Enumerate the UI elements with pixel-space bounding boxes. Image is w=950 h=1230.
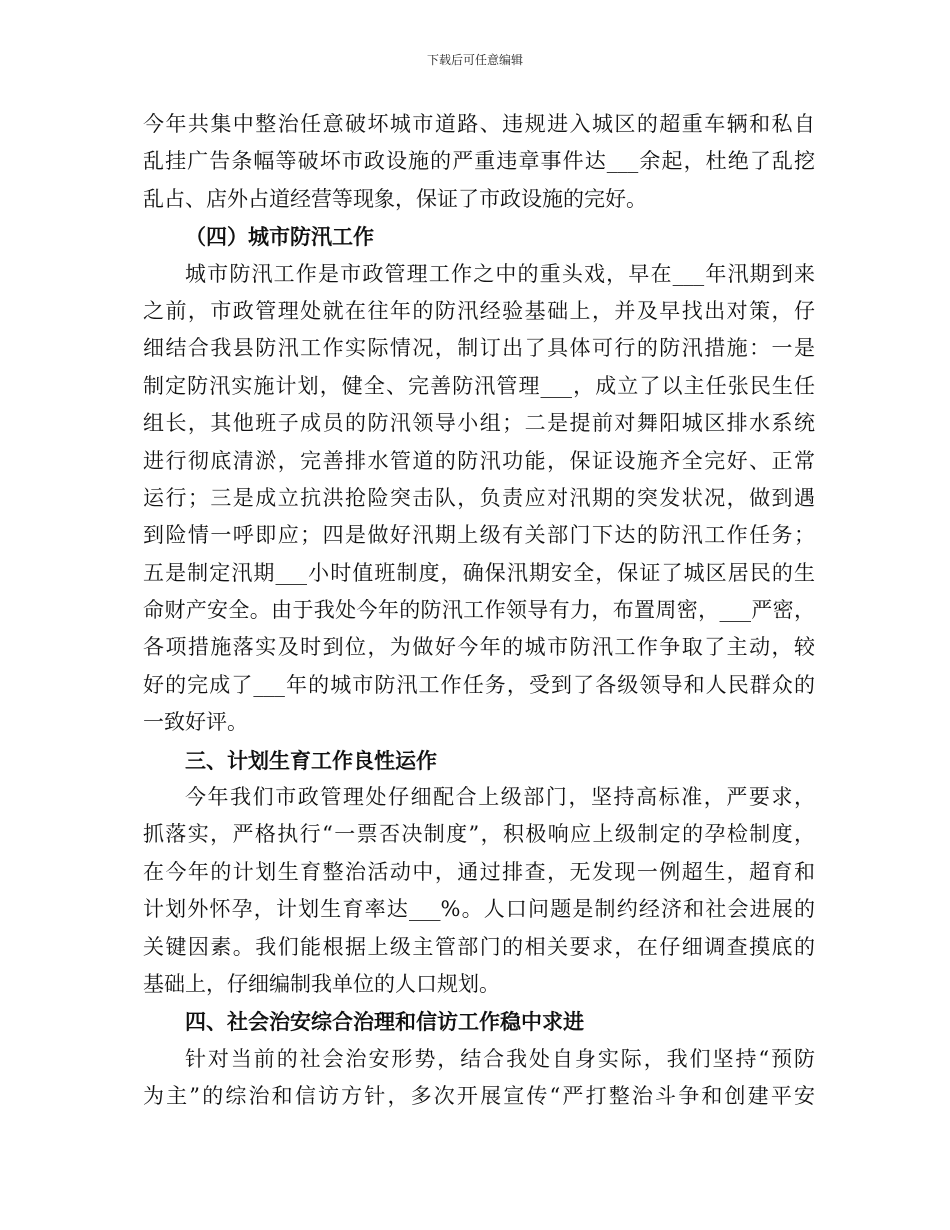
section-heading: 四、社会治安综合治理和信访工作稳中求进 [185,1009,584,1035]
section-heading: 三、计划生育工作良性运作 [185,747,437,773]
paragraph-line: 针对当前的社会治安形势，结合我处自身实际，我们坚持“预防 [185,1046,815,1071]
paragraph-line: 命财产安全。由于我处今年的防汛工作领导有力，布置周密，___严密， [143,598,815,623]
paragraph-line: 抓落实，严格执行“一票否决制度”，积极响应上级制定的孕检制度， [143,822,815,847]
paragraph-line: 基础上，仔细编制我单位的人口规划。 [143,971,500,996]
paragraph-line: 细结合我县防汛工作实际情况，制订出了具体可行的防汛措施：一是 [143,336,815,361]
paragraph-line: 进行彻底清淤，完善排水管道的防汛功能，保证设施齐全完好、正常 [143,448,815,473]
paragraph-line: 今年我们市政管理处仔细配合上级部门，坚持高标准，严要求， [185,785,815,810]
paragraph-line: 组长，其他班子成员的防汛领导小组；二是提前对舞阳城区排水系统 [143,411,815,436]
paragraph-line: 城市防汛工作是市政管理工作之中的重头戏，早在___年汛期到来 [185,261,815,286]
paragraph-line: 今年共集中整治任意破坏城市道路、违规进入城区的超重车辆和私自 [143,112,815,136]
section-heading: （四）城市防汛工作 [185,224,374,250]
page-header: 下载后可任意编辑 [426,53,523,67]
paragraph-line: 运行；三是成立抗洪抢险突击队，负责应对汛期的突发状况，做到遇 [143,485,815,510]
paragraph-line: 好的完成了___年的城市防汛工作任务，受到了各级领导和人民群众的 [143,672,815,697]
paragraph-line: 乱挂广告条幅等破坏市政设施的严重违章事件达___余起，杜绝了乱挖 [143,149,815,174]
paragraph-line: 五是制定汛期___小时值班制度，确保汛期安全，保证了城区居民的生 [143,560,815,585]
paragraph-line: 各项措施落实及时到位，为做好今年的城市防汛工作争取了主动，较 [143,635,815,660]
paragraph-line: 乱占、店外占道经营等现象，保证了市政设施的完好。 [143,186,647,211]
paragraph-line: 一致好评。 [143,710,248,735]
paragraph-line: 计划外怀孕，计划生育率达___%。人口问题是制约经济和社会进展的 [143,897,815,922]
paragraph-line: 为主”的综治和信访方针，多次开展宣传“严打整治斗争和创建平安 [143,1084,815,1109]
paragraph-line: 制定防汛实施计划，健全、完善防汛管理___，成立了以主任张民生任 [143,373,815,398]
paragraph-line: 在今年的计划生育整治活动中，通过排查，无发现一例超生，超育和 [143,859,815,884]
paragraph-line: 关键因素。我们能根据上级主管部门的相关要求，在仔细调查摸底的 [143,934,815,959]
paragraph-line: 之前，市政管理处就在往年的防汛经验基础上，并及早找出对策，仔 [143,298,815,323]
document-body [143,106,815,1116]
paragraph-line: 到险情一呼即应；四是做好汛期上级有关部门下达的防汛工作任务； [143,523,815,548]
